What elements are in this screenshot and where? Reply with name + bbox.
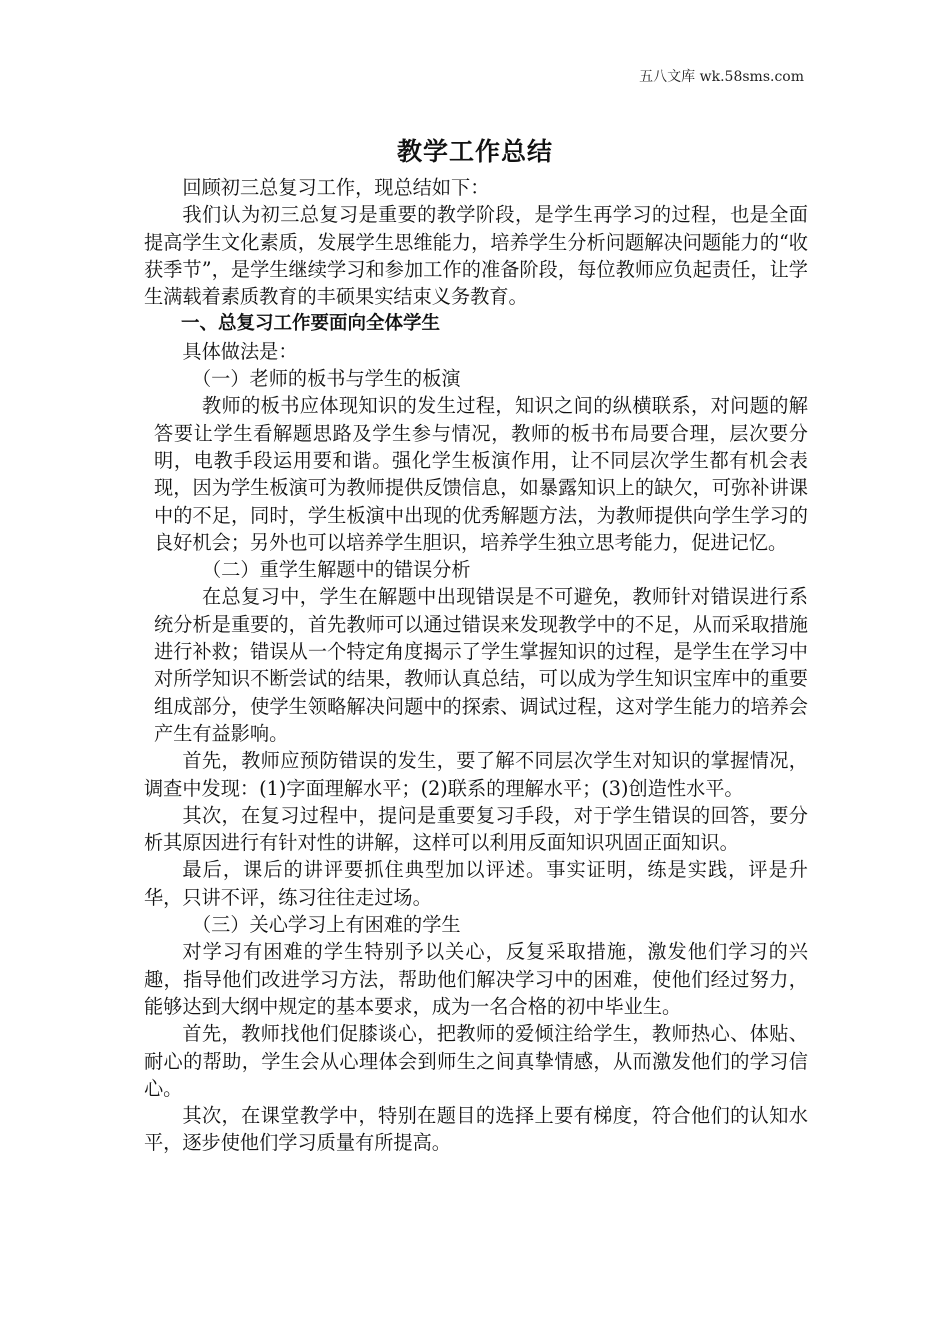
subsection-heading: （一）老师的板书与学生的板演 [192, 367, 461, 391]
body-paragraph: 最后，课后的讲评要抓住典型加以评述。事实证明，练是实践，评是升华，只讲不评，练习往往走过场。 [144, 858, 808, 909]
body-paragraph: 在总复习中，学生在解题中出现错误是不可避免，教师针对错误进行系统分析是重要的，首先教师可以通过错误来发现教学中的不足，从而采取措施进行补救；错误从一个特定角度揭示了学生掌握知识的过程，是学生在学习中对所学知识不断尝试的结果，教师认真总结，可以成为学生知识宝库中的重要组成部分，使学生领略解决问题中的探索、调试过程，这对学生能力的培养会产生有益影响。 [154, 585, 808, 745]
document-body [144, 174, 808, 1157]
section-heading: 一、总复习工作要面向全体学生 [181, 313, 441, 335]
document-title: 教学工作总结 [396, 137, 553, 166]
body-paragraph: 其次，在课堂教学中，特别在题目的选择上要有梯度，符合他们的认知水平，逐步使他们学习质量有所提高。 [144, 1104, 808, 1155]
body-paragraph: 我们认为初三总复习是重要的教学阶段，是学生再学习的过程，也是全面提高学生文化素质，发展学生思维能力，培养学生分析问题解决问题能力的“收获季节”，是学生继续学习和参加工作的准备阶段，每位教师应负起责任，让学生满载着素质教育的丰硕果实结束义务教育。 [144, 203, 808, 309]
subsection-heading: （三）关心学习上有困难的学生 [192, 913, 461, 937]
site-header: 五八文库 wk.58sms.com [639, 69, 804, 85]
body-paragraph: 首先，教师找他们促膝谈心，把教师的爱倾注给学生，教师热心、体贴、耐心的帮助，学生会从心理体会到师生之间真挚情感，从而激发他们的学习信心。 [144, 1022, 808, 1100]
body-paragraph: 对学习有困难的学生特别予以关心，反复采取措施，激发他们学习的兴趣，指导他们改进学习方法，帮助他们解决学习中的困难，使他们经过努力，能够达到大纲中规定的基本要求，成为一名合格的初中毕业生。 [144, 940, 808, 1018]
body-paragraph: 首先，教师应预防错误的发生，要了解不同层次学生对知识的掌握情况，调查中发现：(1)字面理解水平；(2)联系的理解水平；(3)创造性水平。 [144, 749, 808, 800]
body-paragraph: 教师的板书应体现知识的发生过程，知识之间的纵横联系，对问题的解答要让学生看解题思路及学生参与情况，教师的板书布局要合理，层次要分明，电教手段运用要和谐。强化学生板演作用，让不同层次学生都有机会表现，因为学生板演可为教师提供反馈信息，如暴露知识上的缺欠，可弥补讲课中的不足，同时，学生板演中出现的优秀解题方法，为教师提供向学生学习的良好机会；另外也可以培养学生胆识，培养学生独立思考能力，促进记忆。 [154, 394, 808, 554]
subsection-heading: （二）重学生解题中的错误分析 [202, 558, 471, 582]
body-paragraph: 具体做法是： [182, 339, 298, 363]
body-paragraph: 其次，在复习过程中，提问是重要复习手段，对于学生错误的回答，要分析其原因进行有针对性的讲解，这样可以利用反面知识巩固正面知识。 [144, 803, 808, 855]
intro-paragraph: 回顾初三总复习工作，现总结如下： [182, 176, 490, 199]
